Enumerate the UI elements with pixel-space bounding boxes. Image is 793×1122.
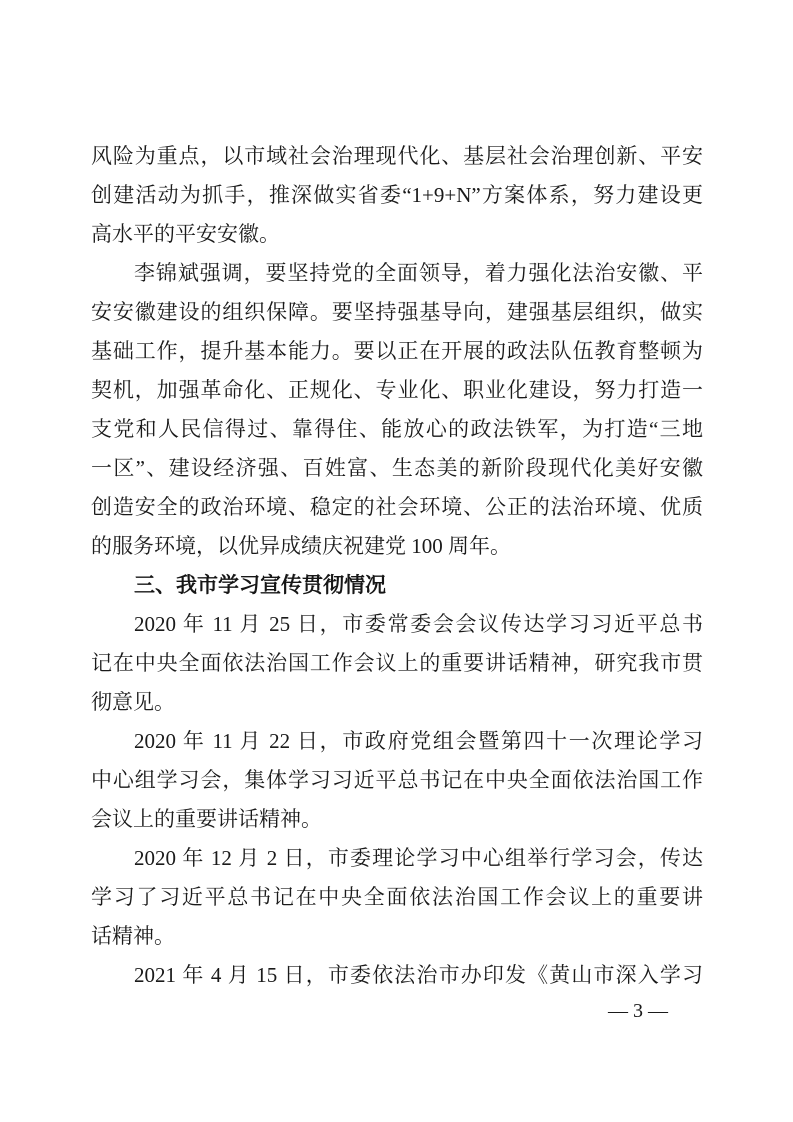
text-line: 创造安全的政治环境、稳定的社会环境、公正的法治环境、优质 [91, 495, 703, 519]
text-line: 记在中央全面依法治国工作会议上的重要讲话精神，研究我市贯 [91, 651, 703, 675]
text-line: 基础工作，提升基本能力。要以正在开展的政法队伍教育整顿为 [91, 339, 703, 363]
text-line: 会议上的重要讲话精神。 [91, 807, 322, 831]
document-body [91, 137, 703, 995]
text-line: 学习了习近平总书记在中央全面依法治国工作会议上的重要讲 [91, 885, 703, 909]
text-line: 创建活动为抓手，推深做实省委“1+9+N”方案体系，努力建设更 [91, 183, 703, 207]
text-line: 2021 年 4 月 15 日，市委依法治市办印发《黄山市深入学习 [134, 963, 703, 987]
text-line: 的服务环境，以优异成绩庆祝建党 100 周年。 [91, 534, 511, 558]
text-line: 高水平的平安安徽。 [91, 222, 280, 246]
text-line: 话精神。 [91, 924, 175, 948]
text-line: 彻意见。 [91, 690, 175, 714]
text-line: 2020 年 11 月 22 日，市政府党组会暨第四十一次理论学习 [134, 729, 703, 753]
page-number: — 3 — [608, 1000, 668, 1022]
text-line: 安安徽建设的组织保障。要坚持强基导向，建强基层组织，做实 [91, 300, 703, 324]
section-heading: 三、我市学习宣传贯彻情况 [134, 574, 386, 597]
text-line: 支党和人民信得过、靠得住、能放心的政法铁军，为打造“三地 [91, 417, 703, 441]
text-line: 2020 年 12 月 2 日，市委理论学习中心组举行学习会，传达 [134, 846, 703, 870]
text-line: 一区”、建设经济强、百姓富、生态美的新阶段现代化美好安徽 [91, 456, 703, 480]
text-line: 风险为重点，以市域社会治理现代化、基层社会治理创新、平安 [91, 144, 703, 168]
text-line: 李锦斌强调，要坚持党的全面领导，着力强化法治安徽、平 [134, 261, 703, 285]
text-line: 2020 年 11 月 25 日，市委常委会会议传达学习习近平总书 [134, 612, 703, 636]
text-line: 契机，加强革命化、正规化、专业化、职业化建设，努力打造一 [91, 378, 703, 402]
text-line: 中心组学习会，集体学习习近平总书记在中央全面依法治国工作 [91, 768, 703, 792]
